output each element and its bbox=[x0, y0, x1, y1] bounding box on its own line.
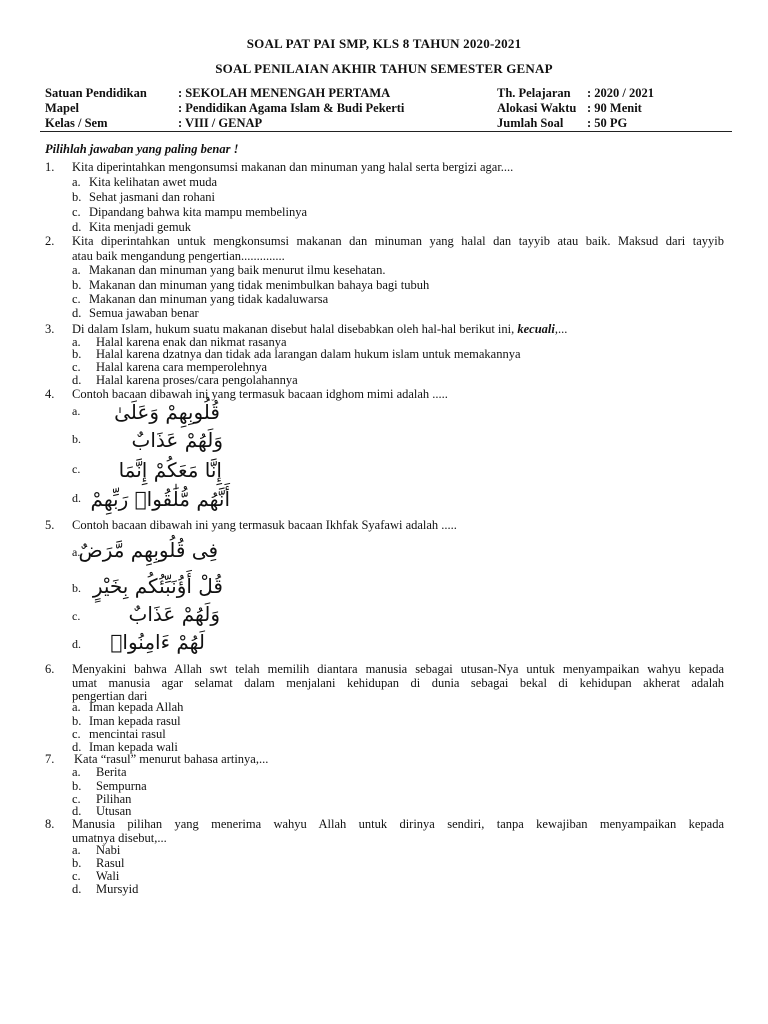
question-text-emphasis: kecuali bbox=[517, 322, 555, 336]
option-text: Pilihan bbox=[96, 792, 132, 806]
option-letter: d. bbox=[72, 220, 82, 234]
option-a-arabic: قُلُوبِهِمْ وَعَلَىٰ bbox=[114, 400, 220, 424]
option-text: Kita menjadi gemuk bbox=[89, 220, 192, 234]
option-text: Halal karena cara memperolehnya bbox=[96, 360, 268, 374]
option-d-arabic: أَنَّهُم مُّلَٰقُوا۟ رَبِّهِمْ bbox=[90, 487, 230, 511]
option-letter: d. bbox=[72, 373, 82, 387]
question-text: Kata “rasul” menurut bahasa artinya,... bbox=[74, 752, 269, 766]
option-text: Nabi bbox=[96, 843, 121, 857]
option-letter: d. bbox=[72, 804, 82, 818]
divider-line bbox=[40, 131, 732, 132]
option-b-letter: b. bbox=[72, 432, 81, 446]
info-label-tahun: Th. Pelajaran bbox=[497, 86, 571, 100]
option-text: Mursyid bbox=[96, 882, 139, 896]
option-text: Iman kepada Allah bbox=[89, 700, 184, 714]
option-letter: c. bbox=[72, 292, 81, 306]
option-letter: b. bbox=[72, 856, 82, 870]
option-letter: d. bbox=[72, 882, 82, 896]
option-text: Dipandang bahwa kita mampu membelinya bbox=[89, 205, 307, 219]
option-text: mencintai rasul bbox=[89, 727, 166, 741]
option-letter: b. bbox=[72, 347, 82, 361]
option-d-letter: d. bbox=[72, 637, 81, 651]
question-text-line3: pengertian dari bbox=[72, 689, 148, 703]
option-b-arabic: وَلَهُمْ عَذَابٌ bbox=[131, 428, 223, 452]
option-letter: a. bbox=[72, 335, 81, 349]
question-text-line1: Kita diperintahkan untuk mengkonsumsi makanan dan minuman yang halal dan tayyib atau baik. Maksud dari tayyib bbox=[72, 234, 724, 248]
question-text: Contoh bacaan dibawah ini yang termasuk bacaan idghom mimi adalah ..... bbox=[72, 387, 448, 401]
option-text: Halal karena enak dan nikmat rasanya bbox=[96, 335, 287, 349]
info-value-jumlah: : 50 PG bbox=[587, 116, 628, 130]
info-value-tahun: : 2020 / 2021 bbox=[587, 86, 655, 100]
question-number: 3. bbox=[45, 322, 55, 336]
option-letter: a. bbox=[72, 700, 81, 714]
option-letter: d. bbox=[72, 740, 82, 754]
option-text: Halal karena dzatnya dan tidak ada larangan dalam hukum islam untuk memakannya bbox=[96, 347, 521, 361]
option-letter: b. bbox=[72, 779, 82, 793]
option-letter: c. bbox=[72, 360, 81, 374]
exam-subtitle: SOAL PENILAIAN AKHIR TAHUN SEMESTER GENAP bbox=[215, 61, 553, 76]
question-number: 8. bbox=[45, 817, 55, 831]
question-text-before: Di dalam Islam, hukum suatu makanan disebut halal disebabkan oleh hal-hal berikut ini, bbox=[72, 322, 518, 336]
option-letter: a. bbox=[72, 175, 81, 189]
option-letter: b. bbox=[72, 278, 82, 292]
question-text: Contoh bacaan dibawah ini yang termasuk bacaan Ikhfak Syafawi adalah ..... bbox=[72, 518, 457, 532]
question-text-line2: atau baik mengandung pengertian.............. bbox=[72, 249, 285, 263]
option-a-arabic: فِى قُلُوبِهِم مَّرَضٌ bbox=[78, 538, 218, 562]
question-number: 2. bbox=[45, 234, 55, 248]
option-letter: d. bbox=[72, 306, 82, 320]
option-text: Makanan dan minuman yang baik menurut ilmu kesehatan. bbox=[89, 263, 386, 277]
option-letter: a. bbox=[72, 263, 81, 277]
option-letter: c. bbox=[72, 727, 81, 741]
option-c-letter: c. bbox=[72, 609, 81, 623]
question-text-line1: Menyakini bahwa Allah swt telah memilih diantara manusia sebagai utusan-Nya untuk menyampaikan wahyu kepada bbox=[72, 662, 724, 676]
option-letter: c. bbox=[72, 205, 81, 219]
info-value-alokasi: : 90 Menit bbox=[587, 101, 642, 115]
option-text: Wali bbox=[96, 869, 120, 883]
info-value-kelas: : VIII / GENAP bbox=[178, 116, 263, 130]
option-letter: b. bbox=[72, 714, 82, 728]
option-d-letter: d. bbox=[72, 491, 81, 505]
exam-title: SOAL PAT PAI SMP, KLS 8 TAHUN 2020-2021 bbox=[246, 36, 522, 51]
question-text-line1: Manusia pilihan yang menerima wahyu Allah untuk dirinya sendiri, tanpa kewajiban menyampaikan kepada bbox=[72, 817, 724, 831]
question-text: Kita diperintahkan mengonsumsi makanan dan minuman yang halal serta bergizi agar.... bbox=[72, 160, 514, 174]
info-value-mapel: : Pendidikan Agama Islam & Budi Pekerti bbox=[178, 101, 405, 115]
option-text: Iman kepada wali bbox=[89, 740, 178, 754]
info-label-satuan: Satuan Pendidikan bbox=[45, 86, 147, 100]
question-number: 6. bbox=[45, 662, 55, 676]
info-label-jumlah: Jumlah Soal bbox=[497, 116, 564, 130]
info-label-mapel: Mapel bbox=[45, 101, 80, 115]
option-text: Utusan bbox=[96, 804, 132, 818]
option-b-letter: b. bbox=[72, 581, 81, 595]
option-b-arabic: قُلْ أَؤُنَبِّئُكُم بِخَيْرٍ bbox=[92, 574, 223, 598]
option-text: Halal karena proses/cara pengolahannya bbox=[96, 373, 298, 387]
info-label-alokasi: Alokasi Waktu bbox=[497, 101, 577, 115]
question-number: 5. bbox=[45, 518, 55, 532]
question-text-line2: umat manusia agar selamat dalam menjalani kehidupan di dunia sebagai bekal di kehidupan akherat adalah bbox=[72, 676, 724, 690]
option-letter: b. bbox=[72, 190, 82, 204]
option-text: Semua jawaban benar bbox=[89, 306, 199, 320]
option-text: Rasul bbox=[96, 856, 125, 870]
info-value-satuan: : SEKOLAH MENENGAH PERTAMA bbox=[178, 86, 391, 100]
option-a-letter: a. bbox=[72, 545, 81, 559]
option-d-arabic: لَهُمْ ءَامِنُوا۟ bbox=[110, 630, 205, 654]
option-text: Makanan dan minuman yang tidak kadaluwarsa bbox=[89, 292, 329, 306]
option-text: Kita kelihatan awet muda bbox=[89, 175, 218, 189]
question-number: 1. bbox=[45, 160, 55, 174]
option-text: Iman kepada rasul bbox=[89, 714, 181, 728]
option-a-letter: a. bbox=[72, 404, 81, 418]
instruction-text: Pilihlah jawaban yang paling benar ! bbox=[45, 142, 239, 156]
option-text: Sempurna bbox=[96, 779, 147, 793]
option-letter: c. bbox=[72, 792, 81, 806]
option-c-arabic: إِنَّا مَعَكُمْ إِنَّمَا bbox=[118, 458, 222, 482]
option-text: Makanan dan minuman yang tidak menimbulkan bahaya bagi tubuh bbox=[89, 278, 430, 292]
option-c-letter: c. bbox=[72, 462, 81, 476]
option-letter: a. bbox=[72, 765, 81, 779]
info-label-kelas: Kelas / Sem bbox=[45, 116, 108, 130]
question-text-after: ,... bbox=[554, 322, 568, 336]
question-number: 4. bbox=[45, 387, 55, 401]
option-text: Sehat jasmani dan rohani bbox=[89, 190, 216, 204]
option-letter: c. bbox=[72, 869, 81, 883]
question-number: 7. bbox=[45, 752, 55, 766]
option-c-arabic: وَلَهُمْ عَذَابٌ bbox=[128, 602, 220, 626]
option-letter: a. bbox=[72, 843, 81, 857]
question-text bbox=[72, 322, 724, 336]
option-text: Berita bbox=[96, 765, 127, 779]
question-text-line2: umatnya disebut,... bbox=[72, 831, 167, 845]
